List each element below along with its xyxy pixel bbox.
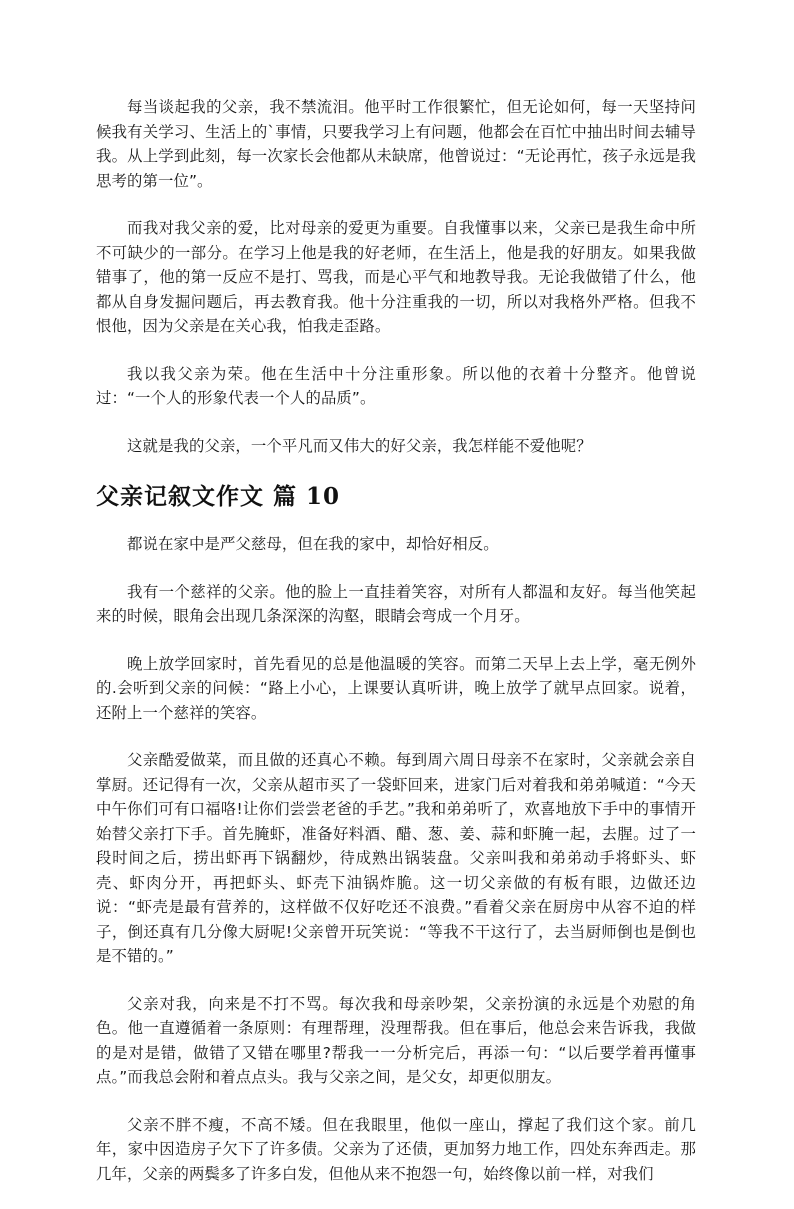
paragraph: 父亲对我，向来是不打不骂。每次我和母亲吵架，父亲扮演的永远是个劝慰的角色。他一直遵循着一条原则：有理帮理，没理帮我。但在事后，他总会来告诉我，我做的是对是错，做错了又错在哪里?帮我一一分析完后，再添一句：“以后要学着再懂事点。”而我总会附和着点点头。我与父亲之间，是父女，却更似朋友。 [96, 994, 696, 1086]
paragraph: 我有一个慈祥的父亲。他的脸上一直挂着笑容，对所有人都温和友好。每当他笑起来的时候，眼角会出现几条深深的沟壑，眼睛会弯成一个月牙。 [96, 582, 696, 625]
paragraph: 这就是我的父亲，一个平凡而又伟大的好父亲，我怎样能不爱他呢？ [127, 436, 592, 455]
paragraph: 我以我父亲为荣。他在生活中十分注重形象。所以他的衣着十分整齐。他曾说过：“一个人的形象代表一个人的品质”。 [96, 364, 696, 407]
essay-section-10 [96, 532, 696, 1186]
paragraph: 都说在家中是严父慈母，但在我的家中，却恰好相反。 [127, 535, 499, 553]
essay-section-previous [96, 95, 696, 458]
paragraph: 父亲酷爱做菜，而且做的还真心不赖。每到周六周日母亲不在家时，父亲就会亲自掌厨。还记得有一次，父亲从超市买了一袋虾回来，进家门后对着我和弟弟喊道：“今天中午你们可有口福咯!让你们尝尝老爸的手艺。”我和弟弟听了，欢喜地放下手中的事情开始替父亲打下手。首先腌虾，准备好料酒、醋、葱、姜、蒜和虾腌一起，去腥。过了一段时间之后，捞出虾再下锅翻炒，待成熟出锅装盘。父亲叫我和弟弟动手将虾头、虾壳、虾肉分开，再把虾头、虾壳下油锅炸脆。这一切父亲做的有板有眼，边做还边说：“虾壳是最有营养的，这样做不仅好吃还不浪费。”看着父亲在厨房中从容不迫的样子，倒还真有几分像大厨呢!父亲曾开玩笑说：“等我不干这行了，去当厨师倒也是倒也是不错的。” [96, 751, 696, 965]
document-page [96, 95, 696, 1209]
paragraph: 父亲不胖不瘦，不高不矮。但在我眼里，他似一座山，撑起了我们这个家。前几年，家中因造房子欠下了许多债。父亲为了还债，更加努力地工作，四处东奔西走。那几年，父亲的两鬓多了许多白发，但他从来不抱怨一句，始终像以前一样，对我们 [96, 1115, 696, 1183]
paragraph: 而我对我父亲的爱，比对母亲的爱更为重要。自我懂事以来，父亲已是我生命中所不可缺少的一部分。在学习上他是我的好老师，在生活上，他是我的好朋友。如果我做错事了，他的第一反应不是打、骂我，而是心平气和地教导我。无论我做错了什么，他都从自身发掘问题后，再去教育我。他十分注重我的一切，所以对我格外严格。但我不恨他，因为父亲是在关心我，怕我走歪路。 [96, 219, 696, 335]
section-heading: 父亲记叙文作文 篇 10 [96, 483, 341, 510]
paragraph: 每当谈起我的父亲，我不禁流泪。他平时工作很繁忙，但无论如何，每一天坚持问候我有关学习、生活上的`事情，只要我学习上有问题，他都会在百忙中抽出时间去辅导我。从上学到此刻，每一次家长会他都从未缺席，他曾说过：“无论再忙，孩子永远是我思考的第一位”。 [96, 98, 696, 190]
paragraph: 晚上放学回家时，首先看见的总是他温暖的笑容。而第二天早上去上学，毫无例外的.会听到父亲的问候：“路上小心，上课要认真听讲，晚上放学了就早点回家。说着，还附上一个慈祥的笑容。 [96, 654, 696, 722]
